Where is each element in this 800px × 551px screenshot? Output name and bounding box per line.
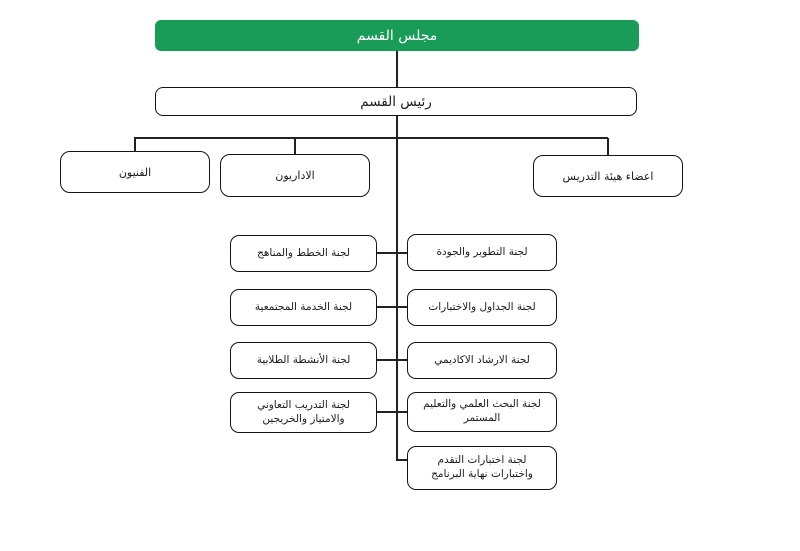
connector-drop-administrators: [294, 138, 296, 154]
node-committee-development-quality: لجنة التطوير والجودة: [407, 234, 557, 271]
connector-council-to-head: [396, 51, 398, 87]
connector-drop-faculty: [607, 138, 609, 155]
node-committee-coop-training-excellence-alumni: لجنة التدريب التعاوني والامتياز والخريجين: [230, 392, 377, 433]
node-faculty-members: اعضاء هيئة التدريس: [533, 155, 683, 197]
connector-drop-technicians: [134, 138, 136, 151]
node-department-head: رئيس القسم: [155, 87, 637, 116]
node-committee-progress-final-program-exams: لجنة اختبارات التقدم واختبارات نهاية البرنامج: [407, 446, 557, 490]
node-committee-student-activities: لجنة الأنشطة الطلابية: [230, 342, 377, 379]
node-committee-academic-advising: لجنة الارشاد الاكاديمي: [407, 342, 557, 379]
connector-committee-row-2: [377, 306, 407, 308]
node-technicians: الفنيون: [60, 151, 210, 193]
node-committee-research-continuing-education: لجنة البحث العلمي والتعليم المستمر: [407, 392, 557, 432]
node-administrators: الاداريون: [220, 154, 370, 197]
node-department-council: مجلس القسم: [155, 20, 639, 51]
connector-committee-row-3: [377, 359, 407, 361]
node-committee-schedules-exams: لجنة الجداول والاختبارات: [407, 289, 557, 326]
node-committee-community-service: لجنة الخدمة المجتمعية: [230, 289, 377, 326]
connector-groups-horizontal: [134, 137, 608, 139]
connector-committee-row-1: [377, 252, 407, 254]
node-committee-plans-curricula: لجنة الخطط والمناهج: [230, 235, 377, 272]
connector-committee-row-4: [377, 411, 407, 413]
connector-central-spine: [396, 116, 398, 461]
